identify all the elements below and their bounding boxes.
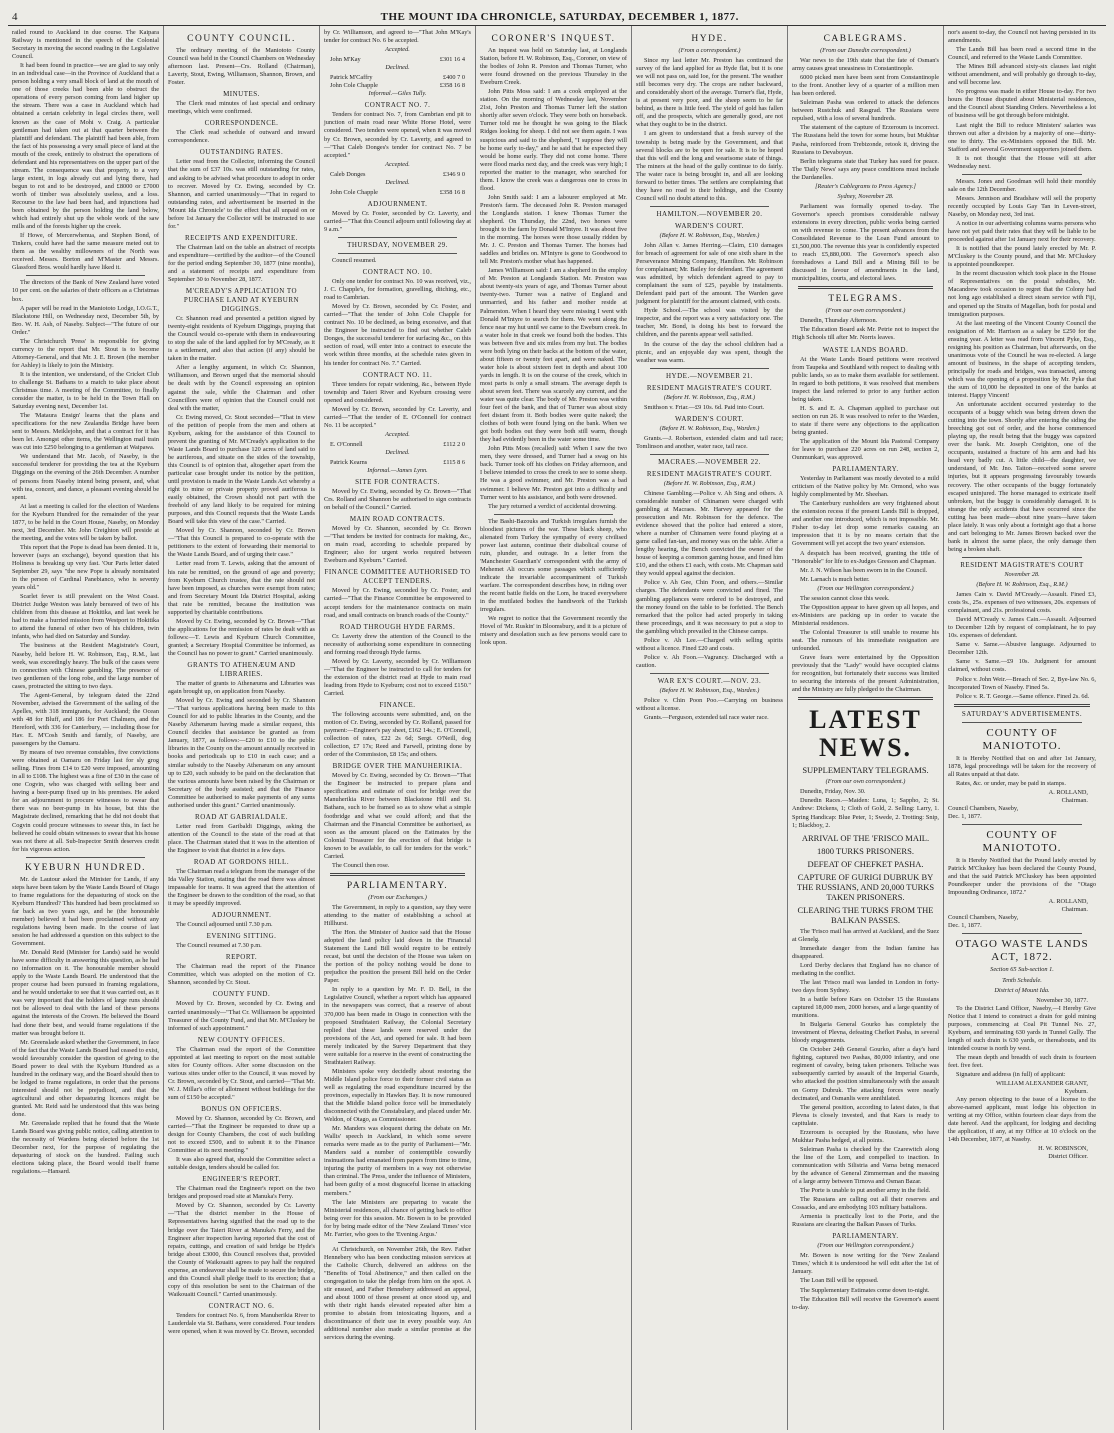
article-paragraph: At the Waste Lands Board petitions were received from Taupeka and Southland with respect to dealing with public lands, so as to make them available for settlement. In regard to both petitions, it was resolved that members inspect the land referred to prior to any further action being taken.: [792, 355, 939, 403]
sub-heading: CONTRACT NO. 7.: [364, 101, 431, 110]
divider: [798, 697, 933, 700]
banner-heading: CAPTURE OF GURIGI DUBRUK BY THE RUSSIANS, AND 20,000 TURKS TAKEN PRISONERS.: [796, 871, 935, 902]
article-paragraph: The Porte is unable to put another army in the field.: [800, 1187, 931, 1195]
article-paragraph: Tenders for contract No. 6, from Manuherikia River to Lauderdale via St. Bathans, were considered. Four tenders were opened, when it was moved by Cr. Brown, seconded: [168, 1311, 315, 1336]
article-paragraph: An inquest was held on Saturday last, at Longlands Station, before H. W. Robinson, Esq., Coroner, on view of the bodies of John R. Preston and Thomas Turner, who were found drowned on the previous Thursday in the Eweburn Creek.: [480, 47, 627, 87]
tender-status: Declined.: [385, 448, 410, 456]
column-6: [788, 26, 944, 1430]
article-paragraph: Lord Derby declares that England has no chance of mediating in the conflict.: [792, 961, 939, 977]
article-paragraph: Armenia is practically lost to the Porte, and the Russians are clearing the Balkan Passes of Turks.: [792, 1213, 939, 1229]
sub-heading: ROAD AT GORDONS HILL.: [193, 857, 290, 866]
divider: [338, 1242, 457, 1243]
banner-heading: DEFEAT OF CHEFKET PASHA.: [807, 858, 924, 869]
divider: [650, 368, 769, 369]
article-paragraph: Mr. Manders was eloquent during the debate on Mr. Wallis' speech in Auckland, in which some severe remarks were made as to the purity of Parliament—"Mr. Manders said a number of contemptible cowardly insinuations had emanated from papers from time to time, injuring the purity of members in a way not otherwise than criminal. The Press, under the influence of Ministers, had been guilty of a most disgraceful license in attacking members.": [324, 1125, 471, 1197]
divider: [26, 857, 145, 858]
news-paragraph: Scarlet fever is still prevalent on the West Coast. District Judge Weston was lately bereaved of two of his children from this disease at Hokitika, and last week he had to make a hurried mission from Westport to Hokitika to attend the funeral of other two of his children, twin infants, who had died on Saturday and Sunday.: [12, 593, 159, 641]
court-presiding: (Before H. W. Robinson, Esq., Warden.): [659, 686, 760, 694]
ad-date: November 30, 1877.: [1036, 996, 1088, 1004]
sub-heading: REPORT.: [225, 953, 258, 962]
tender-row: John Cole Chapple £358 16 8: [330, 188, 465, 196]
article-paragraph: The Government, in reply to a question, say they were attending to the matter of establishing a school at Hillhurst.: [324, 903, 471, 927]
article-paragraph: The Chairman read the report of the Committee appointed at last meeting to report on the most suitable sites for County offices. After some discussion on the various sites under offer to the Council, it was moved by Cr. Brown, seconded by Cr. Stout, and carried—"That Mr. W. J. Millar's offer of allotment without buildings for the sum of £150 be accepted.": [168, 1045, 315, 1101]
tender-status: Declined.: [385, 178, 410, 186]
article-paragraph: Smithson v. Friar.—£9 10s. 6d. Paid into Court.: [644, 403, 765, 411]
news-paragraph: A paper will be read in the Maniototo Lodge, I.O.G.T., Blackstone Hill, on Wednesday next, December 5th, by Bro. W. H. Ash, of Naseby. Subject—"The future of our Order.": [12, 304, 159, 336]
sub-heading: CONTRACT NO. 11.: [362, 370, 433, 379]
dateline: November 28.: [1004, 570, 1040, 578]
article-paragraph: The Lands Bill has been read a second time in the Council, and referred to the Waste Lands Committee.: [948, 46, 1096, 62]
tender-status: Accepted.: [385, 160, 410, 168]
sub-heading: EVENING SITTING.: [206, 932, 277, 941]
article-paragraph: Since my last letter Mr. Preston has continued the survey of the land applied for as Hyde flat, but it is one we will not pass on, said Ioe, for the present. The weather still becomes very dry. The crops are rather backward, and considerably short of the average. Turner's flat, Hyde, is at present very poor, and the sheep seem to be far behind, as there is little feed. The yield of gold has fallen off, and the prospects, which are generally good, are not what they ought to be in the district.: [636, 57, 783, 129]
ad-signature: H. W. ROBINSON,: [1038, 1145, 1088, 1153]
article-paragraph: Dunedin, Thursday Afternoon.: [800, 317, 878, 325]
article-paragraph: Moved by Cr. Ewing, seconded by Cr. Brown—"That the applications for the remission of rates be dealt with as follows:—T. Lewis and Kyeburn Church Committee, granted; a Secretary Hospital Committee be informed, as the Council has no power to grant." Carried unanimously.: [168, 617, 315, 657]
sub-heading: WARDEN'S COURT.: [675, 221, 744, 230]
sub-heading: GRANTS TO ATHENÆUM AND LIBRARIES.: [187, 661, 296, 679]
divider: [26, 275, 145, 276]
article-paragraph: Moved by Cr. Shannon, seconded by Cr. Brown—"That tenders be invited for contracts for making, &c., on main road, according to schedule prepared by Engineer; also for urgent works required between Eweburn and Kyeburn." Carried.: [324, 525, 471, 565]
section-source: (From our Wellington correspondent.): [817, 1242, 914, 1250]
sub-heading: MINUTES.: [223, 90, 260, 99]
ad-signature: A. ROLLAND,: [1048, 898, 1088, 906]
article-paragraph: Hyde School.—The school was visited by the inspector, and the report was a very satisfactory one. The teacher, Mr. Bond, is doing his best to forward the children, and the parents appear well satisfied.: [636, 307, 783, 339]
court-case: Same v. Same.—£9 10s. Judgment for amount claimed, without costs.: [948, 658, 1096, 674]
tender-row: Patrick Kearns £115 8 6: [330, 458, 465, 466]
ad-text: To the District Land Officer, Naseby,—I Hereby Give Notice that I intend to construct a drain for gold mining purposes, commencing at Coal Pit Tunnel No. 27, Kyeburn, and terminating 630 yards in Tunnel Gully. The length of such drain is 630 yards, or thereabouts, and its intended course is north by west.: [948, 1004, 1096, 1052]
news-paragraph: At the last meeting of the Vincent County Council the resignation of Mr. Harrison as a salary be £250 for the ensuing year. A letter was read from Vincent Pyke, Esq., resigning his position as Chairman, but afterwards, on the unanimous vote of the Council he was re-elected. A large amount of business, in the shape of accepting tenders, principally for roads and bridges, was transacted, among which was the opening of a proposition by Mr. Pyke that the sum of 10,000 be deposited in one of the banks at interest. Happy Vincent!: [948, 319, 1096, 400]
section-heading: TELEGRAMS.: [828, 294, 903, 305]
sub-heading: PARLIAMENTARY.: [832, 465, 899, 474]
section-source: (From our Exchanges.): [368, 893, 427, 901]
article-paragraph: Parliament was formally opened to-day. The Governor's speech promises considerable railway extensions in every direction, public works being carried on with revenue to come. The present advances from the Consolidated Revenue to the Loan Fund amount to £1,500,000. The revenue this year is confidently expected to reach £5,880,000. The Governor's speech also foreshadows a Land Bill and a Mining Bill to be discussed in favour of amendments in the land, municipalities, courts, and electoral laws.: [792, 202, 939, 283]
article-paragraph: Chinese Gambling.—Police v. Ah Sing and others. A considerable number of Chinamen were charged with gambling at Macraes. Mr. Harvey appeared for the prosecution and Mr. Robinson for the defence. The evidence showed that the police had entered a store, where a number of Chinamen were found playing at a game called fan-tan, and money was on the table. After a lengthy hearing, the Bench convicted the owner of the house of keeping a common gaming house, and fined him £10, and the others £1 each, with costs. Mr. Chapman said they would appeal against the decision.: [636, 489, 783, 578]
article-paragraph: railed round to Auckland in due course. The Kaipara Railway is mentioned in the speech of the Colonial Secretary in moving the second reading in the Legislative Council.: [12, 29, 159, 61]
section-heading: PARLIAMENTARY.: [346, 880, 449, 891]
article-paragraph: Suleiman Pasha is checked by the Czarewitch along the line of the Lom, and compelled to inaction. In communication with Silistria and Varna being menaced by the advance of General Zimmerman and the massing of a large army between Tirnova and Osman Bazar.: [792, 1145, 939, 1186]
article-paragraph: The Russians are calling out all their reserves and Cossacks, and are embodying 103 military battalions.: [792, 1196, 939, 1212]
tender-row: John Cole Chapple £358 16 8: [330, 82, 465, 90]
sub-heading: ENGINEER'S REPORT.: [202, 1175, 281, 1184]
divider: [954, 704, 1090, 707]
article-paragraph: The Chairman read the report of the Finance Committee, which was adopted on the motion of Cr. Shannon, seconded by Cr. Stout.: [168, 963, 315, 987]
news-paragraph: The business at the Resident Magistrate's Court, Naseby, held before H. W. Robinson, Esq., R.M., last week, was exceedingly heavy. The bulk of the cases were in connection with Chinese gambling. The presence of two gentlemen of the long robe, and the large number of cases, protracted the sitting to two days.: [12, 642, 159, 690]
banner-heading: CLEARING THE TURKS FROM THE BALKAN PASSES.: [797, 904, 934, 925]
article-paragraph: Grants.—Ferguson, extended tail race water race.: [644, 714, 769, 722]
ad-text: Any person objecting to the issue of a license to the above-named applicant, must lodge his objection in writing at my Office, within fourteen clear days from the date hereof. And the applicant, for lodging and deciding the application, if any, at my Office at 10 o'clock on the 14th December, 1877, at Naseby.: [948, 1096, 1096, 1144]
article-paragraph: The matter of grants to Athenæums and Libraries was again brought up, on application from Naseby.: [168, 680, 315, 696]
article-paragraph: The general position, according to latest dates, is that Plevna is closely invested, and that Kars is ready to capitulate.: [792, 1103, 939, 1127]
divider: [962, 933, 1082, 934]
article-paragraph: It had been found in practice—we are glad to say only in an individual case—in the Province of Auckland that a person holding a very small block of land at the mouth of one of those creeks had been able to obstruct the operations of every person coming from land higher up the stream. There was a case in Auckland which had obtained a certain celebrity in legal circles there, well known as the case of Mohi v. Craig. A particular gentleman had taken out at that quarter between the plaintiff and defendant. The plaintiff had been able, from the fact of his possessing a very small piece of land at the mouth of the creek, entirely to obstruct the operations of defendant and his representatives on the upper part of the stream. The consequence was that property, to a very large extent, in logs already cut and lying there, had begun to rot and to be destroyed, and £8000 or £7000 worth of timber was absolutely useless, and a loss. Recourse to the law had been had, and injunctions had been obtained by the person holding the land below, which had entirely shut up the whole work of the saw mills and of the forests higher up the creek.: [12, 62, 159, 231]
article-paragraph: nor's assent to-day, the Council not having persisted in its amendments.: [948, 29, 1096, 45]
article-paragraph: Cr. Shannon read and presented a petition signed by twenty-eight residents of Kyeburn Diggings, praying that the Council would co-operate with them in endeavouring to stop the sale of the land applied for by M'Cready, as it is a settlement, and also that action (if any) should be taken in the matter.: [168, 315, 315, 363]
article-paragraph: Moved by Cr. Shannon, seconded by Cr. Brown, and carried—"That the Engineer be requested to draw up a design for County Chambers, the cost of such building not to exceed £500, and to submit it to the Finance Committee at its next meeting.": [168, 1114, 315, 1155]
court-case: Police v. R. T. George.—Same offence. Fined 2s. 6d.: [956, 692, 1090, 700]
dateline: Sydney, November 28.: [837, 192, 894, 200]
article-paragraph: The Chairman laid on the table an abstract of receipts and expenditure—certified by the auditor—of the Council for the period ending September 30, 1877 (nine months), and a statement of receipts and expenditure from September 30 to November 28, 1877.: [168, 243, 315, 284]
column-1: [8, 26, 164, 1430]
article-paragraph: John Allan v. James Herring.—Claim, £10 damages for breach of agreement for sale of one sixth share in the Perseverance Mining Company, Hamilton. Mr. Robinson for complainant; Mr. Bailey for defendant. The agreement was admitted, by which defendant agreed to pay to complainant the sum of £25, payable by instalments. Defendant paid part of the amount. The Warden gave judgment for plaintiff for the amount claimed, with costs.: [636, 241, 783, 306]
article-paragraph: The Clerk read schedule of outward and inward correspondence.: [168, 129, 315, 145]
article-paragraph: Ministers spoke very decidedly about restoring the Middle Island police force to their former civil status as well as regulating the road expenditure incurred by the provinces, especially in Hawkes Bay. It is now rumoured that the Middle Island police force will be immediately disconnected with the Constabulary, and placed under Mr. Weldon, of Otago, as Commissioner.: [324, 1067, 471, 1124]
news-paragraph: This report that the Pope is dead has been denied. It is, however (says an exchange), beyond question that his Holiness is breaking up very fast. 'Our Paris letter dated September 29, says "the new Pope is already nominated in the person of Cardinal Panebianco, who is seventy years old.": [12, 543, 159, 592]
ad-signature-title: Chairman.: [1061, 906, 1088, 914]
article-paragraph: Moved by Cr. Ewing and seconded by Cr. Shannon—"That various applications having been made to this Council for aid to public libraries in the County, and the Naseby Athenæum having made a similar request, this Council decides that assistance be granted as from January, 1877, as follows:—£20 to £10 to the public libraries in the County on the amount annually received in books and periodicals up to £10 in each case; and a similar subsidy to the Naseby Athenæum on any amount up to £20, such subsidy to be paid on the declaration that the various amounts have been raised by the Chairman or Secretary of the body assisted; and that the Finance Committee be authorised to make payments of any sums authorised under this grant." Carried unanimously.: [168, 697, 315, 809]
date-heading: THURSDAY, NOVEMBER 29.: [347, 240, 448, 249]
ad-signature: WILLIAM ALEXANDER GRANT,: [995, 1080, 1088, 1088]
article-paragraph: James Williamson said: I am a shepherd in the employ of Mr. Preston at Longlands Station. Mr. Preston was about twenty-six years of age, and Thomas Turner about twenty-two. Turner was a native of England and unmarried, and his father and mother reside at Palmerston. When I heard they were missing I went with Donald M'Intyre to search for them. We went along the fence near my hut until we came to the Eweburn creek. In a water hole in that creek we found both the bodies. This was between five and six miles from my hut. The bodies were both lying on their backs at the bottom of the water, about fifteen or twenty feet apart, and were naked. The water hole is about sixteen feet in depth and about 100 yards in length. It is on the course of the creek, which in most parts is only a small stream. The average depth is about seven feet. There was scarcely any current, and the water was quite clear. The body of Mr. Preston was within four feet of the bank, and that of Turner was about sixty feet distant from it. Both bodies were quite naked; the clothes of both were found lying on the bank. When we got both bodies out they were both still warm, though they had evidently been in the water some time.: [480, 267, 627, 444]
article-paragraph: The Supplementary Estimates come down to-night.: [800, 1286, 930, 1294]
tender-status: Accepted.: [385, 46, 410, 54]
article-paragraph: Moved by Cr. Brown, seconded by Cr. Foster, and carried—"That the tender of John Cole Chapple for contract No. 10 be declined, as being excessive, and that the Engineer be instructed to find out whether Caleb Donges, the successful tenderer for surfacing &c., on this section of road, will enter into a contract to execute the work within three months, at the schedule rates given in his tender for contract No. 7." Carried.: [324, 303, 471, 367]
divider: [650, 206, 769, 207]
article-paragraph: Mr. de Lautour asked the Minister for Lands, if any steps have been taken by the Waste Lands Board of Otago to frame regulations for the depasturing of stock on the Kyeburn Hundred? This hundred had been proclaimed so far back as two years ago, and he (the honourable member) believed it had been proclaimed without any regulations having been made. In the course of last session he had addressed a question on this subject to the Government.: [12, 875, 159, 948]
section-heading: CORONER'S INQUEST.: [491, 34, 616, 44]
news-paragraph: A notice in our advertising columns warns persons who have not yet paid their rates that they will be liable to be proceeded against after 1st January next for their recovery.: [948, 220, 1096, 244]
ad-text: It is Hereby Notified that on and after 1st January, 1878, legal proceedings will be taken for the recovery of all Rates unpaid at that date.: [948, 754, 1096, 778]
tender-row: Patrick M'Caffry £400 7 0: [330, 74, 465, 82]
article-paragraph: The last 'Frisco mail was landed in London in forty-two days from Sydney.: [792, 978, 939, 994]
tender-status: Informal.—James Lynn.: [367, 467, 428, 475]
sub-heading: RECEIPTS AND EXPENDITURE.: [184, 233, 299, 242]
sub-heading: PARLIAMENTARY.: [832, 1232, 899, 1241]
article-paragraph: The Colonial Treasurer is still unable to resume his seat. The rumours of his immediate resignation are unfounded.: [792, 628, 939, 653]
article-paragraph: John Smith said: I am a labourer employed at Mr. Preston's farm. The deceased John R. Preston managed the Longlands station. I knew Thomas Turner the shepherd. On Thursday, the 22nd, two horses were brought to the farm by Donald M'Intyre. It was about five in the morning. The horses were those usually ridden by Mr. J. C. Preston and Thomas Turner. The horses had saddles and bridles on. M'Intyre is gone to Goodwood to tell Mr. Preston's mother what has happened.: [480, 193, 627, 266]
article-paragraph: After a lengthy argument, in which Cr. Shannon, Williamson, and Brown urged that the memorial should be dealt with by the Council expressing an opinion against the sale, while the Chairman and other Councillors were of opinion that the Council could not deal with the matter,: [168, 364, 315, 412]
sub-heading: FINANCE.: [379, 701, 416, 709]
article-paragraph: The Clerk read minutes of last special and ordinary meetings, which were confirmed.: [168, 100, 315, 116]
ad-place: Council Chambers, Naseby,: [948, 914, 1019, 922]
sub-heading: CONTRACT NO. 6.: [208, 1301, 275, 1310]
article-paragraph: The Opposition appear to have given up all hopes, and ex-Ministers are packing up in order to vacate the Ministerial residences.: [792, 603, 939, 627]
section-source: (From our Wellington correspondent.): [817, 584, 914, 592]
ad-heading: OTAGO WASTE LANDS ACT, 1872.: [955, 938, 1089, 964]
article-paragraph: The Mines Bill advanced sixty-six clauses last night without amendment, and will probably go through to-day, and will become law.: [948, 63, 1096, 87]
article-paragraph: Last night the Bill to reduce Ministers' salaries was thrown out after a division by a majority of one—thirty-one to thirty. The ex-Ministers opposed the Bill. Mr. Stafford and several Government supporters joined them.: [948, 121, 1096, 153]
sub-heading: CORRESPONDENCE.: [204, 119, 279, 128]
article-paragraph: Moved by Cr. Ewing, seconded by Cr. Brown—"That the Engineer be instructed to prepare plans and specifications and estimate of cost for bridge over the Manuherikia River between Blackstone Hill and St. Bathans, such to be framed so as to show what a simple footbridge and what we could afford; and that the Chairman and the Financial Committee be authorised, as soon as the amount placed on the Estimates by the Colonial Treasurer for the erection of that bridge is known to be available, to call for tenders for the work." Carried.: [324, 772, 471, 860]
article-paragraph: Dunedin, Friday, Nov. 30.: [800, 788, 866, 796]
article-paragraph: It was also agreed that, should the Committee select a suitable design, tenders should be called for.: [168, 1156, 315, 1172]
article-paragraph: The session cannot close this week.: [800, 594, 890, 602]
article-paragraph: Letter read from Garibaldi Diggings, asking the attention of the Council to the state of the road at that place. The Chairman stated that it was in the attention of the Engineer to visit that district in a few days.: [168, 822, 315, 854]
ad-date: Dec. 1, 1877.: [948, 812, 982, 820]
article-paragraph: Yesterday in Parliament was mostly devoted to a mild criticism of the Native policy by Mr. Ormond, who was highly complimented by Mr. Sheehan.: [792, 475, 939, 499]
article-paragraph: Berlin telegrams state that Turkey has sued for peace. The 'Daily News' says any peace conditions must include the Dardanelles.: [792, 157, 939, 181]
banner-heading: 1800 TURKS PRISONERS.: [817, 845, 914, 856]
news-paragraph: By means of two revenue constables, five convictions were obtained at Oamaru on Friday last for sly grog selling. Fines from £14 to £20 were imposed, amounting in all to £108. The highest was a fine of £30 in the case of one Cogvin, who was charged with selling beer and having a beer-pump fixed up in his premises. He asked for an adjournment to procure witnesses to swear that there was no beer-pump in his house, but this the Magistrate declined, remarking that he did not doubt that Cogvin could procure witnesses to swear this, in fact he believed he could obtain witnesses to swear that his house was not there at all. Sub-Inspector Smith deserves credit for his vigorous action.: [12, 749, 159, 853]
sub-heading: FINANCE COMMITTEE AUTHORISED TO ACCEPT TENDERS.: [324, 568, 471, 586]
article-paragraph: John Pitts Moss (recalled) said: When I saw the two men, they were dressed, and Turner had a swag on his back. Turner took off his clothes on Friday afternoon, and I believe intended to cross the creek to see to some sheep. He was a good swimmer, and Mr. Preston was a bad swimmer. I believe Mr. Preston got into a difficulty and Turner went to his assistance, and both were drowned.: [480, 445, 627, 501]
news-paragraph: In the recent discussion which took place in the House of Representatives on the postal subsidies, Mr. Macandrew took occasion to regret that the Colony had not long ago established a direct steam service with Fiji, and opened up the Straits of Magellan, both for postal and immigration purposes.: [948, 270, 1096, 318]
sub-heading: MAIN ROAD CONTRACTS.: [349, 515, 446, 524]
section-heading: CABLEGRAMS.: [823, 34, 908, 44]
article-paragraph: The Education Bill will receive the Governor's assent to-day.: [792, 1295, 939, 1311]
divider: [330, 873, 465, 876]
tender-row: John M'Kay £301 16 4: [330, 56, 465, 64]
news-paragraph: Messrs. Jones and Goodman will hold their monthly sale on the 12th December.: [948, 177, 1096, 193]
article-paragraph: Only one tender for contract No. 10 was received, viz., J. C. Chapple's, for formation, gravelling, ditching, etc., road to Cambrian.: [324, 278, 471, 302]
news-paragraph: The directors of the Bank of New Zealand have voted 10 per cent. on the salaries of their officers as a Christmas box.: [12, 279, 159, 303]
news-paragraph: The Christchurch 'Press' is responsible for giving currency to the report that Mr. Stout is to become Attorney-General, and that Mr. J. E. Brown (the member for Ashley) is likely to join the Ministry.: [12, 337, 159, 369]
article-paragraph: Grave fears were entertained by the Opposition previously that the "Lady" would have occupied claims for recognition, but fortunately their success was limited to securing the interests of the present Administration, and the Ministry are fully pledged to the Chairman.: [792, 654, 939, 694]
page-title: THE MOUNT IDA CHRONICLE, SATURDAY, DECEMBER 1, 1877.: [380, 11, 739, 23]
divider: [650, 673, 769, 674]
article-paragraph: War news to the 19th state that the fate of Osman's army causes great uneasiness in Constantinople.: [792, 57, 939, 73]
tender-status: Declined.: [385, 64, 410, 72]
page-number: 4: [12, 11, 18, 23]
sub-heading: NEW COUNTY OFFICES.: [197, 1035, 286, 1044]
article-paragraph: The late Ministers are preparing to vacate the Ministerial residences, all chance of getting back to office being over for this session. Mr. Bowen is to be provided for by being made editor of the 'New Zealand Times' vice Mr. Farrier, who goes to the 'Evening Argus.': [324, 1198, 471, 1238]
article-paragraph: Mr. Greenslade replied that he found that the Waste Lands Board was giving public notice, calling attention to the necessity of Wardens being elected before the 1st December next, for the purpose of regulating the depasturing of stock on the hundred. Failing such elections taking place, the Board would itself frame regulations.—Hansard.: [12, 1120, 159, 1176]
article-paragraph: Mr. Greenslade asked whether the Government, in face of the fact that the Waste Lands Board had ceased to exist, would favourably consider the question of giving to the Board power to deal with the Kyeburn Hundred as a hundred in the ordinary way, and the Board should then to be lodged to frame regulations, in order that the persons interested should not be prejudiced, and that the agricultural and other depasturing licences might be granted. Mr. Reid said he understood that this was being done.: [12, 1038, 160, 1119]
court-presiding: (Before H. W. Robinson, Esq., R.M.): [663, 393, 756, 401]
article-paragraph: by Cr. Williamson, and agreed to—"That John M'Kay's tender for contract No. 6 be accepted.: [324, 29, 471, 45]
tender-row: E. O'Connell £112 2 0: [330, 440, 465, 448]
column-5: [632, 26, 788, 1430]
article-paragraph: The Education Board ask Mr. Petrie not to inspect the High Schools till after Mr. Norris leaves.: [792, 326, 939, 342]
ad-subheading: Tenth Schedule.: [1002, 976, 1042, 984]
article-paragraph: Mr. Donald Reid (Minister for Lands) said he would have some difficulty in answering this question, as he had no information on it. The honourable member should apply to the Waste Lands Board. He understood that the proper course had been pursued in framing regulations, and he would undertake to see that it was carried out, as it was very important that the holders of large runs should not be allowed to deal with the land of these persons against the interests of the Crown. He believed the Board had done their best, and would frame regulations if the matter was brought before it.: [12, 949, 159, 1037]
ad-signature-title: District Officer.: [1048, 1153, 1088, 1161]
advertisements-heading: SATURDAY'S ADVERTISEMENTS.: [961, 709, 1083, 718]
sub-heading: COUNTY FUND.: [212, 990, 271, 999]
article-paragraph: 6000 picked men have been sent from Constantinople to the front. Another levy of a quarter of a million men has been ordered.: [792, 74, 939, 98]
date-heading: HAMILTON.—NOVEMBER 20.: [656, 209, 763, 218]
news-paragraph: The 'Mataura Ensign' learns that the plans and specifications for the new Zealandia Bridge have been sent to Messrs. Meiklejohn, and that a contract for it has been let. Amongst other items, the Wellington mail train was cut into £250 belonging to a gentleman at Waipawa.: [12, 412, 159, 452]
article-paragraph: At Christchurch, on November 26th, the Rev. Father Hennebery who has been conducting mission services at the Catholic Church, delivered an address on the "Benefits of Total Abstinence," and then called on the congregation to take the pledge from him on the spot. A stir ensued, and Father Hennebery addressed an appeal, and about 1000 of those present at once stood up, and with their right hands elevated repeated after him a promise to abstain from intoxicating liquors, and a discontinuance of their use in every possible way. An additional number also made a similar promise at the services during the evening.: [324, 1245, 471, 1342]
date-heading: HYDE.—NOVEMBER 21.: [666, 371, 753, 380]
court-presiding: (Before H. W. Robinson, Esq., Warden.): [659, 424, 760, 432]
article-paragraph: Police v. Ah Gee, Chin Foon, and others.—Similar charges. The defendants were convicted and fined. The gambling appliances were ordered to be destroyed, and the money found on the table to be forfeited. The Bench remarked that the police had acted properly in taking these proceedings, and it was necessary to put a stop to the gambling which prevailed in the Chinese camps.: [636, 579, 783, 635]
article-paragraph: John Pitts Moss said: I am a cook employed at the station. On the morning of Wednesday last, November 21st, John Preston and Thomas Turner left the station shortly after seven o'clock. They were both on horseback. Turner told me he thought he was going to the Black Ridges looking for sheep. I did not see them again. I was suspicious and said to the shepherd, "I suppose they will be home early to-day," and he said that he expected they would be home early. They did not come home. There were flood marks next day, and the creek was very high; I reported the matter to the manager, who searched for them. I know the creek was a dangerous one to cross in flood.: [480, 88, 627, 192]
article-paragraph: The statement of the capture of Erzeroum is incorrect. The Russians held the town for some hours, but Mukhtar Pasha, reinforced from Trebizonde, retook it, driving the Russians to Devaboyun.: [792, 124, 939, 156]
article-paragraph: In the course of the day the school children had a picnic, and an enjoyable day was spent, though the weather was warm.: [636, 340, 783, 364]
article-paragraph: In Bulgaria General Gourko has completely the investment of Plevna, defeating Chefket Pasha, in several bloody engagements.: [792, 1021, 939, 1045]
article-paragraph: I am given to understand that a fresh survey of the township is being made by the Government, and that several blocks are to be open for sale. It is to be hoped that this will end the long and wearisome state of things. The miners at the head of the gully continue to do fairly. The water race is being brought in, and all are looking forward to better times. The settlers are complaining that they have no road to their holdings, and the County Council will no doubt attend to this.: [636, 130, 783, 202]
sub-heading: WASTE LANDS BOARD.: [822, 345, 909, 354]
article-paragraph: Council resumed.: [332, 256, 377, 264]
sub-heading: RESIDENT MAGISTRATE'S COURT.: [646, 469, 773, 478]
section-source: (From a correspondent.): [678, 47, 741, 54]
ad-signature: A. ROLLAND,: [1048, 788, 1088, 796]
article-paragraph: Moved by Cr. Brown, seconded by Cr. Laverty, and carried—"That the tender of E. O'Connell for contract No. 11 be accepted.": [324, 405, 471, 429]
article-paragraph: In reply to a question by Mr. F. D. Bell, in the Legislative Council, whether a report which has appeared in the newspapers was correct, that a reserve of about 370,000 has been made in Otago in connection with the proposed Strathtaieri Railway, the Colonial Secretary replied that these lands were reserved under the provisions of the Act, and opened for sale. It had been merely indicated by the Survey Department that they were suitable for a reserve in the event of constructing the Strathtaieri Railway.: [324, 986, 471, 1066]
divider: [338, 253, 457, 254]
article-paragraph: No progress was made in either House to-day. For two hours the House disputed about Ministerial residences, and the Council about Standing Orders. Nevertheless a lot of business will be got through before midnight.: [948, 88, 1096, 120]
news-paragraph: We understand that Mr. Jacob, of Naseby, is the successful tenderer for providing the tea at the Kyeburn Diggings on the evening of the 26th December. A number of persons from Naseby intend being present, and, what with tea, concert, and dance, a pleasant evening should be spent.: [12, 453, 159, 501]
tender-status: Accepted.: [385, 430, 410, 438]
sub-heading: ROAD THROUGH HYDE FARMS.: [339, 622, 456, 631]
news-paragraph: At last a meeting is called for the election of Wardens for the Kyeburn Hundred for the remainder of the year 1877, to be held in the Court House, Naseby, on Monday next, 3rd December. Mr. John Creighton will preside at the meeting, and the votes will be taken by ballot.: [12, 502, 159, 542]
section-heading: KYEBURN HUNDRED.: [24, 862, 147, 873]
article-paragraph: The following accounts were submitted, and, on the motion of Cr. Ewing, seconded by Cr. Rolland, passed for payment:—Engineer's pay sheet, £162 14s.; E. O'Connell, collection of rates, £22 2s 6d; Sergt. O'Neill, dog collection, £7 17s; Reed and Farwell, printing done by order of the Commission, £8 15s; and others.: [324, 711, 471, 759]
article-paragraph: The 'Frisco mail has arrived at Auckland, and the Suez at Glenelg.: [792, 927, 939, 943]
tender-row: Caleb Donges £346 9 0: [330, 170, 465, 178]
article-paragraph: Erzeroum is occupied by the Russians, who have Mukhtar Pasha hedged, at all points.: [792, 1128, 939, 1144]
article-paragraph: Cr. Laverty drew the attention of the Council to the necessity of authorising some expenditure in connecting and forming road through Hyde farms.: [324, 632, 471, 656]
column-3: [320, 26, 476, 1430]
article-paragraph: Moved by Cr. Shannon, seconded by Cr. Laverty—"That the district member in the House of Representatives having signified that the road up to the bridge over the Taieri River at Manuka's Ferry, and the Engineer after inspection having reported that the cost of repairs, cuttings, and creation of said bridge be Hyde's bridge about £3000, this Council resolves that, provided the County of Waikouaiti agrees to pay half the required expense, an endeavour shall be made to secure the bridge, and this Council shall pledge itself to its erection; that a copy of this resolution be sent to the Chairman of the Waikouaiti Council." Carried unanimously.: [168, 1202, 315, 1298]
ad-subheading: District of Mount Ida.: [994, 986, 1050, 994]
date-heading: WAR EX'S COURT.—NOV. 23.: [657, 676, 762, 685]
news-paragraph: It is notified that the pound lately erected by Mr. P. M'Cluskey is the County pound, and that Mr. M'Cluskey is appointed poundkeeper.: [948, 245, 1096, 269]
ad-date: Dec. 1, 1877.: [948, 922, 982, 930]
court-case: Police v. John Weir.—Breach of Sec. 2, Bye-law No. 6, Incorporated Town of Naseby. Fined 5s.: [948, 675, 1096, 691]
ad-text: Rates, &c. or under, may be paid in stamps.: [956, 779, 1066, 787]
article-paragraph: We regret to notice that the Government recently the Hovel of 'Mr. Ruskin' in Bloomsbury, and it is a picture of misery and desolation such as few persons would care to look upon.: [480, 615, 627, 647]
article-paragraph: Moved by Cr. Ewing, seconded by Cr. Brown—"That Crs. Rolland and Shannon be authorised to sign contracts on behalf of the Council." Carried.: [324, 488, 471, 512]
article-paragraph: The Loan Bill will be opposed.: [800, 1277, 879, 1285]
sub-heading: OUTSTANDING RATES.: [199, 148, 284, 157]
divider: [962, 722, 1082, 723]
article-paragraph: Cr. Ewing moved, Cr. Stout seconded—"That in view of the petition of people from the men and others at Kyeburn, asking for the assistance of this Council to prevent the granting of Mr. M'Cready's application to the Waste Lands Board to purchase 120 acres of land said to be auriferous, and situate on the sides of the township, this Council is of opinion that, altogether apart from the particular case brought under its notice by the petition, until provision is made in the Waste Lands Act whereby a right to mine or private property proved auriferous is easily obtained, the Crown should not part with the freehold of any land likely to be required for mining purposes, and this Council requests that the Waste Lands Board will take this view of the case." Carried.: [168, 413, 315, 526]
ad-text: Signature and address (in full) of applicant:: [956, 1071, 1066, 1079]
article-paragraph: Immediate danger from the Indian famine has disappeared.: [792, 944, 939, 960]
column-4: [476, 26, 632, 1430]
news-paragraph: The Agent-General, by telegram dated the 22nd November, advised the Government of the sailing of the Apelles, with 318 immigrants, for Auckland; the Ocean with 48 for Bluff, and 186 for Port Chalmers, and the Hereford, with 336 for Canterbury, — including those for Hav. E. M'Cosh Smith and family, of Naseby, are passengers by the Oamaru.: [12, 691, 159, 748]
article-paragraph: The Council resumed at 7.30 p.m.: [176, 942, 262, 950]
court-presiding: (Before H. W. Robinson, Esq., Warden.): [659, 231, 760, 239]
divider: [494, 514, 613, 515]
section-source: (From our own correspondent.): [825, 778, 906, 786]
banner-heading: SUPPLEMENTARY TELEGRAMS.: [802, 765, 929, 776]
column-7: [944, 26, 1100, 1430]
article-paragraph: The ordinary meeting of the Maniototo County Council was held in the Council Chambers on Wednesday afternoon last. Present—Crs. Rolland (Chairman), Laverty, Stout, Ewing, Williamson, Shannon, Brown, and Foster.: [168, 47, 315, 87]
ad-heading: COUNTY OF MANIOTOTO.: [982, 726, 1062, 752]
sub-heading: SITE FOR CONTRACTS.: [355, 478, 440, 487]
sub-heading: RESIDENT MAGISTRATE'S COURT.: [646, 383, 773, 392]
sub-heading: ADJOURNMENT.: [367, 199, 428, 208]
article-paragraph: Police v. Ah Foon.—Vagrancy. Discharged with a caution.: [636, 653, 783, 669]
latest-news-heading: LATEST NEWS.: [809, 705, 922, 763]
article-paragraph: The Chairman read a telegram from the manager of the Ida Valley Station, stating that the road there was almost impassable for teams. It was agreed that the attention of the Engineer be drawn to the condition of the road, so that it may be speedily improved.: [168, 867, 315, 908]
court-presiding: (Before H. W. Robinson, Esq., R.M.): [663, 479, 756, 487]
sub-heading: ADJOURNMENT.: [211, 911, 272, 920]
article-paragraph: The Hon. the Minister of Justice said that the House adopted the land policy laid down in the Financial Statement the Land Bill would require to be entirely recast, but until the decision of the House was taken on the portion of the policy nothing would be done to prejudice the position the present Bill held on the Order Paper.: [324, 929, 471, 985]
sub-heading: BRIDGE OVER THE MANUHERIKIA.: [332, 762, 463, 771]
divider: [798, 286, 933, 289]
divider: [962, 824, 1082, 825]
article-paragraph: Police v. Chin Poon Poo.—Carrying on business without a license.: [636, 697, 783, 713]
column-2: [164, 26, 320, 1430]
article-paragraph: Moved by Cr. Shannon, seconded by Cr. Brown—"That this Council is prepared to co-operate with the petitioners to the extent of forwarding their memorial to the Waste Lands Board, and of urging their case.": [168, 527, 315, 559]
news-paragraph: It is the intention, we understand, of the Cricket Club to challenge St. Bathans to a match to take place about Christmas time. A meeting of the Committee, to finally consider the matter, is to be held in the Town Hall on Saturday evening next, December 1st.: [12, 370, 159, 411]
divider: [962, 174, 1082, 175]
article-paragraph: Moved by Cr. Foster, seconded by Cr. Laverty, and carried—"That this Council adjourn until following day at 9 a.m.": [324, 209, 471, 233]
article-paragraph: Suleiman Pasha was ordered to attack the defences between Rustchuk and Rasgrad. The Russians were repulsed, with a loss of several hundreds.: [792, 99, 939, 123]
banner-heading: ARRIVAL OF THE 'FRISCO MAIL.: [801, 832, 930, 843]
article-paragraph: The Bashi-Bazouks and Turkish irregulars furnish the bloodiest pictures of the war. These black sheep, who alienated from Turkey the sympathy of every civilised power last autumn, continue their diabolical course of ruin, plunder, and outrage. In a letter from the 'Manchester Guardian's' correspondent with the army of Mehemet Ali occurs some passages which sufficiently indicate the invariable accompaniment of Turkish warfare. The correspondent describes how, in riding over the recent battle fields on the Lom, he traced everywhere in the mutilated bodies the handiwork of the Turkish irregulars.: [480, 517, 627, 614]
article-paragraph: Mr. Bowen is now writing for the 'New Zealand Times,' which it is understood he will edit after the 1st of January.: [792, 1252, 939, 1276]
section-source: (From our own correspondent.): [825, 307, 906, 315]
article-paragraph: On October 24th General Gourko, after a day's hard fighting, captured two Pashas, 80,000 infantry, and one regiment of cavalry, being taken prisoners. Telische was subsequently carried by assault of the Imperial Guards, who attacked the position simultaneously with the assault on Gorny Dubruk. The attacking forces were nearly decimated, and Osmanlis were annihilated.: [792, 1046, 939, 1102]
divider: [650, 454, 769, 455]
ad-signature-title: Kyeburn.: [1064, 1088, 1088, 1096]
article-paragraph: In a battle before Kars on October 15 the Russians captured 18,000 men, 2000 horses, and a large quantity of munitions.: [792, 995, 939, 1020]
article-paragraph: If Howe, of Mercerwhenua, and Stephen Bond, of Tinkers, could have had the same measure meted out to them as the wealthy millowners of the North was received. Messrs. Borton and M'Master and Messrs. Glassford Bros. would hardly have liked it.: [12, 232, 159, 272]
ad-signature-title: Chairman.: [1061, 796, 1088, 804]
ad-subheading: Section 65 Sub-section 1.: [990, 966, 1054, 974]
ad-heading: COUNTY OF MANIOTOTO.: [982, 829, 1062, 855]
article-paragraph: Mr. Larnach is much better.: [800, 575, 870, 583]
tender-status: Informal.—Giles Tully.: [368, 90, 427, 98]
sub-heading: M'CREADY'S APPLICATION TO PURCHASE LAND AT KYEBURN DIGGINGS.: [183, 287, 300, 314]
divider: [962, 557, 1082, 558]
article-paragraph: The Council then rose.: [332, 861, 390, 869]
sub-heading: RESIDENT MAGISTRATE'S COURT: [960, 560, 1084, 569]
article-paragraph: It is not thought that the House will sit after Wednesday next.: [948, 154, 1096, 170]
sub-heading: ROAD AT GABRIALDALE.: [195, 812, 288, 821]
court-case: Same v. Same.—Abusive language. Adjourned to December 12th.: [948, 641, 1096, 657]
article-paragraph: Moved by Cr. Laverty, seconded by Cr. Williamson—"That the Engineer be instructed to call for tenders for the extension of the district road at Hyde to main road leading from Hyde to Kyeburn; cost not to exceed £150." Carried.: [324, 657, 471, 697]
ad-place: Council Chambers, Naseby,: [948, 804, 1019, 812]
article-paragraph: The Council adjourned until 7.30 p.m.: [176, 921, 273, 929]
article-paragraph: Moved by Cr. Ewing, seconded by Cr. Foster, and carried—"That the Finance Committee be empowered to accept tenders for the maintenance contracts on main road, and small contracts on branch roads of the County.": [324, 587, 471, 619]
court-presiding: (Before H. W. Robinson, Esq., R.M.): [976, 581, 1068, 588]
article-paragraph: The Canterbury runholders are very frightened about the extension recess if the present Lands Bill is dropped, and another one introduced, which is not impossible. Mr. Fisher to-day let drop some remarks causing an impression that it is by no means certain that the Government will yet accept the two years' extension.: [792, 500, 939, 548]
article-paragraph: Grants.—J. Robertson, extended claim and tail race; Tomlinson and another, water race, tail race.: [636, 434, 783, 450]
article-paragraph: H. S. and E. A. Chapman applied to purchase out section on run 26. It was resolved to refer to the Warden, to state if there were any objections to the application being granted.: [792, 404, 939, 436]
sub-heading: BONUS ON OFFICERS.: [201, 1104, 282, 1113]
ad-text: It is Hereby Notified that the Pound lately erected by Patrick M'Cluskey has been declared the County Pound, and that the said Patrick M'Cluskey has been appointed Poundkeeper under the provisions of the "Otago Impounding Ordinance, 1872.": [948, 857, 1096, 897]
article-paragraph: The jury returned a verdict of accidental drowning.: [488, 502, 617, 510]
ad-text: The mean depth and breadth of such drain is fourteen feet. five feet.: [948, 1053, 1096, 1069]
sub-heading: WARDEN'S COURT.: [675, 414, 744, 423]
court-case: David M'Cready v. James Cain.—Assault. Adjourned to December 12th by request of complainant, he to pay 10s. expenses of defendant.: [948, 616, 1096, 640]
news-paragraph: Messrs. Jennison and Bradshaw will sell the property recently occupied by Louis Gay Tan in Leven-street, Naseby, on Monday next, 3rd inst.: [948, 194, 1096, 218]
article-paragraph: Moved by Cr. Brown, seconded by Cr. Ewing and carried unanimously—"That Cr. Williamson be appointed Treasurer of the County Fund, and that Mr. M'Cluskey be informed of such appointment.": [168, 1000, 315, 1032]
court-case: James Cain v. David M'Cready.—Assault. Fined £3, costs 9s., 25s. expenses of two witnesses, 20s. expenses of complainant, and 21s. professional costs.: [948, 591, 1096, 615]
article-paragraph: The application of the Mount Ida Pastoral Company for leave to purchase 220 acres on run 248, section 2, Ounmunkari, was approved.: [792, 437, 939, 462]
article-paragraph: Letter read from T. Lewis, asking that the amount of his rate be remitted, on the ground of age and poverty; from Kyeburn Church trustee, that the rate should not have been imposed, as churches were exempt from rates; and from Secretary Mount Ida District Hospital, asking that rate be remitted, because the institution was supported by charitable contributions.: [168, 560, 315, 616]
section-source: (From our Dunedin correspondent.): [820, 47, 911, 54]
masthead: [8, 0, 1106, 26]
section-heading: HYDE.: [691, 34, 728, 44]
article-paragraph: Dunedin Races.—Maiden: Luna, 1; Sappho, 2; St. Andrew: Dickens, 1; Cloth of Gold, 2. Selling: Larry, 1. Spring Handicap: Blue Peter, 1; Swede, 2. Trotting: Snip, 1; Blackboy, 2.: [792, 797, 939, 829]
sub-heading: CONTRACT NO. 10.: [362, 268, 433, 277]
article-paragraph: The Chairman read the Engineer's report on the two bridges and proposed road site at Manuka's Ferry.: [168, 1185, 315, 1201]
columns: [8, 26, 1106, 1430]
article-paragraph: Mr. J. N. Wilson has been sworn in in the Council.: [800, 566, 928, 574]
section-source: [Reuter's Cablegrams to Press Agency.]: [815, 182, 916, 190]
article-paragraph: Police v. Ah Lee.—Charged with selling spirits without a licence. Fined £20 and costs.: [636, 636, 783, 652]
article-paragraph: A despatch has been received, granting the title of "Honorable" for life to ex-Judges Gresson and Chapman.: [792, 549, 939, 565]
date-heading: MACRAES.—NOVEMBER 22.: [658, 457, 761, 466]
article-paragraph: Tenders for contract No. 7, from Cambrian end pit to junction of main road near White Horse Hotel, were considered. Two tenders were opened, when it was moved by Cr. Brown, seconded by Cr. Laverty, and agreed to—"That Caleb Donges's tender for contract No. 7 be accepted.": [324, 111, 471, 159]
divider: [338, 237, 457, 238]
article-paragraph: Letter read from the Collector, informing the Council that the sum of £37 10s. was still outstanding for rates, and asking to be advised what procedure to adopt in order to recover. Moved by Cr. Ewing, seconded by Cr. Shannon, and carried unanimously—"That in regard to outstanding rates, and advertisement be inserted in the 'Mount Ida Chronicle' to the effect that all unpaid on or before 1st January the Collector will be instructed to sue for.": [168, 158, 315, 230]
article-paragraph: Three tenders for repair widening, &c., between Hyde township and Taieri River and Kyeburn crossing were opened and considered.: [324, 380, 471, 404]
news-paragraph: An unfortunate accident occurred yesterday to the occupants of a buggy which was being driven down the cutting into the town. Shortly after entering the siding the breeching got out of order, and the horse commenced playing up, the result being that the buggy was capsized over the bank. Mr. Joseph Creighton, one of the occupants, sustained a fracture of his arm and had his head very badly cut. A little child—the daughter, we understand, of Mr. Jno. Taiton—received some severe injuries, but it appears progressing favourably towards recovery. The other occupants of the buggy fortunately escaped uninjured. The horse managed to extricate itself unbroken, but the buggy is considerably damaged. It is strange the only accidents that have occurred since the cutting has been made—about nine years—have taken place lately. It was only about a fortnight ago that a horse and cart belonging to Mr. James Brown backed over the bank in almost the same place, the only damage then being a broken shaft.: [948, 401, 1096, 553]
section-heading: COUNTY COUNCIL.: [187, 34, 296, 44]
